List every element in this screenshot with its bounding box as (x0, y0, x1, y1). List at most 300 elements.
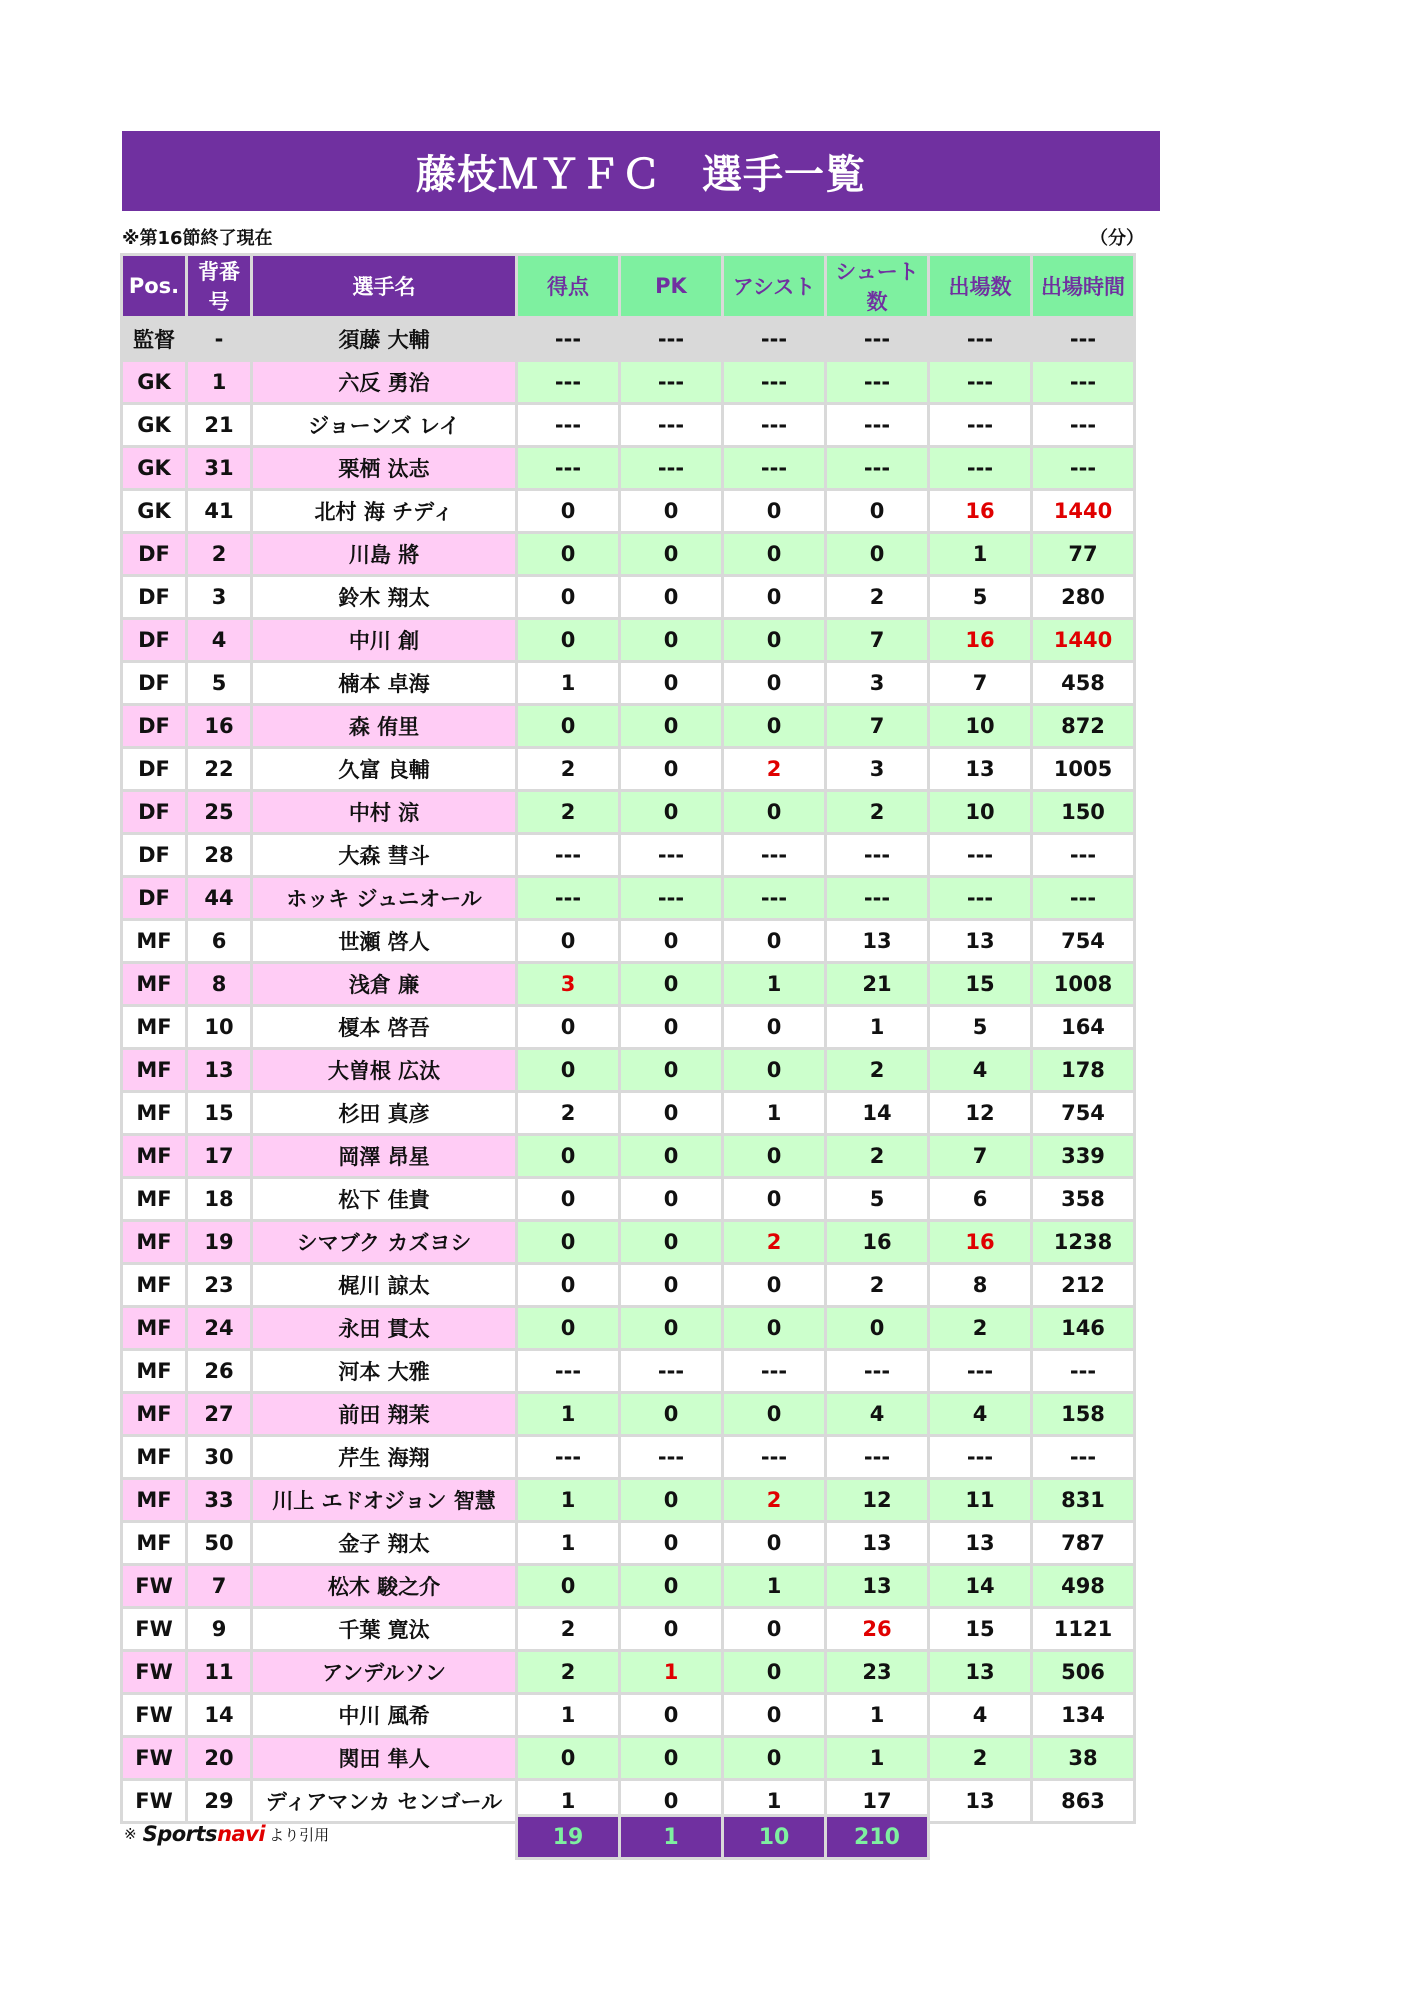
cell-name: 世瀬 啓人 (253, 921, 515, 961)
cell-pos: FW (123, 1738, 185, 1778)
cell-pk: 0 (621, 706, 721, 746)
cell-pk: --- (621, 448, 721, 488)
cell-minutes: --- (1033, 362, 1133, 402)
cell-pk: --- (621, 878, 721, 918)
cell-num: 28 (188, 835, 250, 875)
cell-num: 25 (188, 792, 250, 832)
player-row (123, 1437, 1133, 1477)
cell-assists: 0 (724, 1007, 824, 1047)
cell-minutes: 134 (1033, 1695, 1133, 1735)
cell-num: 44 (188, 878, 250, 918)
cell-minutes: --- (1033, 319, 1133, 359)
cell-assists: --- (724, 878, 824, 918)
cell-name: 楠本 卓海 (253, 663, 515, 703)
cell-goals: 0 (518, 1566, 618, 1606)
cell-pos: MF (123, 1394, 185, 1434)
cell-name: 川島 將 (253, 534, 515, 574)
cell-shots: 2 (827, 1050, 927, 1090)
cell-minutes: 178 (1033, 1050, 1133, 1090)
cell-num: 19 (188, 1222, 250, 1262)
player-row (123, 1695, 1133, 1735)
cell-shots: 13 (827, 921, 927, 961)
cell-assists: 0 (724, 620, 824, 660)
cell-name: 梶川 諒太 (253, 1265, 515, 1305)
credit-suffix: より引用 (269, 1825, 330, 1844)
cell-pk: 0 (621, 1093, 721, 1133)
cell-apps: --- (930, 1351, 1030, 1391)
header-number: 背番号 (188, 256, 250, 316)
coach-row (123, 319, 1133, 359)
cell-shots: --- (827, 835, 927, 875)
cell-goals: 0 (518, 534, 618, 574)
cell-assists: 0 (724, 792, 824, 832)
cell-apps: 8 (930, 1265, 1030, 1305)
cell-num: - (188, 319, 250, 359)
cell-assists: --- (724, 1437, 824, 1477)
total-shots: 210 (827, 1817, 927, 1857)
cell-pk: 1 (621, 1652, 721, 1692)
cell-pos: MF (123, 1007, 185, 1047)
cell-pos: MF (123, 1523, 185, 1563)
total-assists: 10 (724, 1817, 824, 1857)
header-name: 選手名 (253, 256, 515, 316)
cell-goals: 3 (518, 964, 618, 1004)
cell-pk: --- (621, 1437, 721, 1477)
cell-goals: 1 (518, 1480, 618, 1520)
cell-num: 3 (188, 577, 250, 617)
player-row (123, 1609, 1133, 1649)
cell-minutes: 150 (1033, 792, 1133, 832)
source-credit (124, 1822, 329, 1846)
cell-goals: 2 (518, 1093, 618, 1133)
cell-num: 11 (188, 1652, 250, 1692)
cell-name: ホッキ ジュニオール (253, 878, 515, 918)
cell-name: 河本 大雅 (253, 1351, 515, 1391)
cell-shots: 13 (827, 1566, 927, 1606)
cell-assists: 0 (724, 577, 824, 617)
cell-assists: 0 (724, 1695, 824, 1735)
player-row (123, 1394, 1133, 1434)
cell-name: 千葉 寛汰 (253, 1609, 515, 1649)
cell-minutes: 863 (1033, 1781, 1133, 1821)
player-row (123, 405, 1133, 445)
cell-num: 29 (188, 1781, 250, 1821)
cell-num: 31 (188, 448, 250, 488)
player-row (123, 1523, 1133, 1563)
cell-pk: 0 (621, 491, 721, 531)
cell-goals: 0 (518, 1308, 618, 1348)
cell-name: ジョーンズ レイ (253, 405, 515, 445)
cell-assists: 0 (724, 534, 824, 574)
cell-pos: FW (123, 1609, 185, 1649)
credit-prefix: ※ (124, 1825, 137, 1843)
cell-name: 鈴木 翔太 (253, 577, 515, 617)
cell-pos: FW (123, 1652, 185, 1692)
cell-goals: 2 (518, 1609, 618, 1649)
cell-pos: MF (123, 1308, 185, 1348)
header-shots: シュート数 (827, 256, 927, 316)
cell-pk: 0 (621, 1738, 721, 1778)
cell-shots: 0 (827, 491, 927, 531)
cell-minutes: 506 (1033, 1652, 1133, 1692)
cell-num: 33 (188, 1480, 250, 1520)
cell-num: 8 (188, 964, 250, 1004)
cell-goals: 0 (518, 921, 618, 961)
cell-pos: MF (123, 1136, 185, 1176)
cell-shots: 21 (827, 964, 927, 1004)
cell-pos: MF (123, 1351, 185, 1391)
cell-minutes: --- (1033, 448, 1133, 488)
cell-num: 15 (188, 1093, 250, 1133)
cell-goals: 0 (518, 1179, 618, 1219)
cell-pos: GK (123, 448, 185, 488)
cell-minutes: 38 (1033, 1738, 1133, 1778)
cell-assists: 0 (724, 1308, 824, 1348)
cell-assists: --- (724, 1351, 824, 1391)
cell-num: 5 (188, 663, 250, 703)
cell-shots: 3 (827, 663, 927, 703)
cell-minutes: 754 (1033, 921, 1133, 961)
cell-shots: 0 (827, 534, 927, 574)
player-row (123, 1738, 1133, 1778)
player-row (123, 663, 1133, 703)
cell-pk: 0 (621, 1050, 721, 1090)
cell-minutes: --- (1033, 1437, 1133, 1477)
cell-shots: --- (827, 1351, 927, 1391)
cell-pk: 0 (621, 1265, 721, 1305)
player-row (123, 362, 1133, 402)
cell-name: 松木 駿之介 (253, 1566, 515, 1606)
cell-apps: 4 (930, 1695, 1030, 1735)
cell-minutes: 498 (1033, 1566, 1133, 1606)
cell-goals: 0 (518, 706, 618, 746)
cell-pos: DF (123, 878, 185, 918)
cell-minutes: 1238 (1033, 1222, 1133, 1262)
cell-shots: 13 (827, 1523, 927, 1563)
cell-apps: 15 (930, 964, 1030, 1004)
cell-pos: FW (123, 1695, 185, 1735)
unit-note: （分） (1090, 228, 1144, 249)
sportsnavi-logo (143, 1822, 266, 1846)
cell-shots: 2 (827, 1265, 927, 1305)
cell-name: 久富 良輔 (253, 749, 515, 789)
cell-apps: 13 (930, 749, 1030, 789)
cell-goals: --- (518, 448, 618, 488)
cell-num: 1 (188, 362, 250, 402)
cell-goals: --- (518, 1351, 618, 1391)
cell-goals: 1 (518, 1781, 618, 1821)
header-pk: PK (621, 256, 721, 316)
cell-minutes: 212 (1033, 1265, 1133, 1305)
cell-goals: --- (518, 405, 618, 445)
cell-shots: 2 (827, 577, 927, 617)
cell-pk: 0 (621, 921, 721, 961)
cell-pk: --- (621, 835, 721, 875)
cell-assists: 0 (724, 1738, 824, 1778)
cell-apps: 13 (930, 1523, 1030, 1563)
player-row (123, 921, 1133, 961)
cell-assists: 1 (724, 1781, 824, 1821)
cell-apps: --- (930, 1437, 1030, 1477)
cell-num: 41 (188, 491, 250, 531)
cell-minutes: 1121 (1033, 1609, 1133, 1649)
player-row (123, 1050, 1133, 1090)
cell-num: 26 (188, 1351, 250, 1391)
cell-pos: MF (123, 1265, 185, 1305)
cell-apps: 4 (930, 1394, 1030, 1434)
totals-row (515, 1814, 930, 1860)
cell-pos: FW (123, 1781, 185, 1821)
cell-shots: 16 (827, 1222, 927, 1262)
player-row (123, 1480, 1133, 1520)
cell-assists: --- (724, 835, 824, 875)
cell-shots: --- (827, 405, 927, 445)
cell-name: シマブク カズヨシ (253, 1222, 515, 1262)
cell-assists: 0 (724, 1523, 824, 1563)
cell-num: 16 (188, 706, 250, 746)
cell-minutes: --- (1033, 878, 1133, 918)
player-row (123, 1351, 1133, 1391)
cell-name: 関田 隼人 (253, 1738, 515, 1778)
cell-num: 27 (188, 1394, 250, 1434)
cell-minutes: 831 (1033, 1480, 1133, 1520)
cell-pk: 0 (621, 1566, 721, 1606)
cell-pk: --- (621, 319, 721, 359)
cell-assists: 1 (724, 964, 824, 1004)
logo-navi-text: navi (217, 1822, 266, 1846)
player-row (123, 964, 1133, 1004)
cell-assists: --- (724, 362, 824, 402)
cell-apps: 16 (930, 491, 1030, 531)
cell-goals: 1 (518, 1394, 618, 1434)
total-pk: 1 (621, 1817, 721, 1857)
cell-num: 22 (188, 749, 250, 789)
cell-pos: DF (123, 577, 185, 617)
cell-apps: 5 (930, 1007, 1030, 1047)
cell-shots: --- (827, 878, 927, 918)
cell-shots: 3 (827, 749, 927, 789)
cell-pos: MF (123, 964, 185, 1004)
cell-pk: 0 (621, 1695, 721, 1735)
cell-num: 10 (188, 1007, 250, 1047)
logo-sports-text: Sports (142, 1822, 218, 1846)
cell-pk: 0 (621, 792, 721, 832)
cell-name: 松下 佳貴 (253, 1179, 515, 1219)
cell-pos: DF (123, 749, 185, 789)
cell-minutes: 1440 (1033, 491, 1133, 531)
cell-shots: 26 (827, 1609, 927, 1649)
cell-pos: DF (123, 835, 185, 875)
cell-apps: 12 (930, 1093, 1030, 1133)
cell-goals: 1 (518, 1695, 618, 1735)
cell-apps: 16 (930, 1222, 1030, 1262)
player-row (123, 491, 1133, 531)
cell-assists: 2 (724, 1222, 824, 1262)
header-minutes: 出場時間 (1033, 256, 1133, 316)
cell-name: 六反 勇治 (253, 362, 515, 402)
cell-goals: 1 (518, 663, 618, 703)
cell-minutes: 280 (1033, 577, 1133, 617)
cell-pk: 0 (621, 1480, 721, 1520)
cell-assists: 1 (724, 1093, 824, 1133)
cell-shots: 12 (827, 1480, 927, 1520)
cell-num: 17 (188, 1136, 250, 1176)
cell-apps: 7 (930, 663, 1030, 703)
cell-goals: --- (518, 878, 618, 918)
cell-name: 芹生 海翔 (253, 1437, 515, 1477)
cell-pos: GK (123, 491, 185, 531)
cell-goals: 1 (518, 1523, 618, 1563)
cell-name: 前田 翔茉 (253, 1394, 515, 1434)
cell-shots: 2 (827, 792, 927, 832)
cell-minutes: 339 (1033, 1136, 1133, 1176)
cell-minutes: 77 (1033, 534, 1133, 574)
player-row (123, 835, 1133, 875)
cell-minutes: 1008 (1033, 964, 1133, 1004)
player-row (123, 792, 1133, 832)
cell-num: 7 (188, 1566, 250, 1606)
cell-apps: 1 (930, 534, 1030, 574)
cell-goals: 0 (518, 620, 618, 660)
player-row (123, 1093, 1133, 1133)
cell-pos: MF (123, 1222, 185, 1262)
cell-name: 北村 海 チディ (253, 491, 515, 531)
cell-apps: --- (930, 319, 1030, 359)
cell-pk: 0 (621, 1781, 721, 1821)
cell-pk: 0 (621, 663, 721, 703)
player-row (123, 1308, 1133, 1348)
cell-goals: 2 (518, 749, 618, 789)
cell-name: 大森 彗斗 (253, 835, 515, 875)
cell-goals: --- (518, 1437, 618, 1477)
cell-num: 14 (188, 1695, 250, 1735)
cell-pk: --- (621, 1351, 721, 1391)
cell-goals: --- (518, 835, 618, 875)
cell-shots: 5 (827, 1179, 927, 1219)
header-row (123, 256, 1133, 316)
cell-apps: --- (930, 878, 1030, 918)
cell-assists: 0 (724, 1394, 824, 1434)
cell-name: 金子 翔太 (253, 1523, 515, 1563)
cell-shots: 4 (827, 1394, 927, 1434)
cell-pos: MF (123, 1050, 185, 1090)
header-assists: アシスト (724, 256, 824, 316)
cell-pk: 0 (621, 1308, 721, 1348)
cell-pk: 0 (621, 577, 721, 617)
header-apps: 出場数 (930, 256, 1030, 316)
cell-goals: 2 (518, 792, 618, 832)
cell-minutes: --- (1033, 1351, 1133, 1391)
cell-apps: 10 (930, 792, 1030, 832)
cell-assists: 0 (724, 921, 824, 961)
cell-num: 2 (188, 534, 250, 574)
cell-assists: 0 (724, 663, 824, 703)
cell-num: 24 (188, 1308, 250, 1348)
cell-assists: --- (724, 448, 824, 488)
cell-goals: 0 (518, 1007, 618, 1047)
cell-assists: 0 (724, 1265, 824, 1305)
cell-assists: 0 (724, 1050, 824, 1090)
cell-pk: 0 (621, 1007, 721, 1047)
cell-pk: 0 (621, 1609, 721, 1649)
cell-apps: 2 (930, 1308, 1030, 1348)
cell-num: 9 (188, 1609, 250, 1649)
cell-shots: --- (827, 362, 927, 402)
cell-name: 浅倉 廉 (253, 964, 515, 1004)
cell-name: 永田 貫太 (253, 1308, 515, 1348)
cell-minutes: 754 (1033, 1093, 1133, 1133)
cell-apps: 6 (930, 1179, 1030, 1219)
cell-pos: GK (123, 362, 185, 402)
cell-minutes: --- (1033, 405, 1133, 445)
player-row (123, 1652, 1133, 1692)
player-row (123, 1007, 1133, 1047)
cell-minutes: 458 (1033, 663, 1133, 703)
cell-pos: MF (123, 1179, 185, 1219)
cell-goals: 0 (518, 1050, 618, 1090)
cell-shots: --- (827, 1437, 927, 1477)
cell-apps: 11 (930, 1480, 1030, 1520)
player-row (123, 706, 1133, 746)
cell-assists: 0 (724, 1179, 824, 1219)
cell-num: 30 (188, 1437, 250, 1477)
cell-shots: --- (827, 319, 927, 359)
cell-shots: 1 (827, 1695, 927, 1735)
cell-pk: 0 (621, 1222, 721, 1262)
cell-goals: 0 (518, 1222, 618, 1262)
cell-shots: --- (827, 448, 927, 488)
cell-minutes: 872 (1033, 706, 1133, 746)
cell-name: アンデルソン (253, 1652, 515, 1692)
cell-apps: 14 (930, 1566, 1030, 1606)
cell-shots: 7 (827, 706, 927, 746)
cell-pos: DF (123, 534, 185, 574)
cell-goals: --- (518, 362, 618, 402)
cell-goals: 0 (518, 577, 618, 617)
cell-name: 榎本 啓吾 (253, 1007, 515, 1047)
cell-minutes: 164 (1033, 1007, 1133, 1047)
team-name: 藤枝ＭＹＦＣ (416, 151, 662, 198)
cell-name: 杉田 真彦 (253, 1093, 515, 1133)
cell-apps: --- (930, 362, 1030, 402)
cell-pk: 0 (621, 1394, 721, 1434)
cell-pk: 0 (621, 1523, 721, 1563)
cell-pk: 0 (621, 749, 721, 789)
cell-shots: 0 (827, 1308, 927, 1348)
player-row (123, 534, 1133, 574)
cell-num: 23 (188, 1265, 250, 1305)
cell-pos: GK (123, 405, 185, 445)
player-row (123, 1566, 1133, 1606)
cell-assists: 0 (724, 706, 824, 746)
cell-pk: --- (621, 362, 721, 402)
player-row (123, 1179, 1133, 1219)
cell-num: 21 (188, 405, 250, 445)
cell-name: 中川 風希 (253, 1695, 515, 1735)
cell-apps: 16 (930, 620, 1030, 660)
cell-apps: --- (930, 448, 1030, 488)
cell-shots: 23 (827, 1652, 927, 1692)
cell-assists: 2 (724, 1480, 824, 1520)
header-pos: Pos. (123, 256, 185, 316)
player-row (123, 1222, 1133, 1262)
cell-minutes: 146 (1033, 1308, 1133, 1348)
cell-num: 18 (188, 1179, 250, 1219)
header-goals: 得点 (518, 256, 618, 316)
cell-assists: 0 (724, 1652, 824, 1692)
cell-apps: 15 (930, 1609, 1030, 1649)
cell-pos: MF (123, 921, 185, 961)
